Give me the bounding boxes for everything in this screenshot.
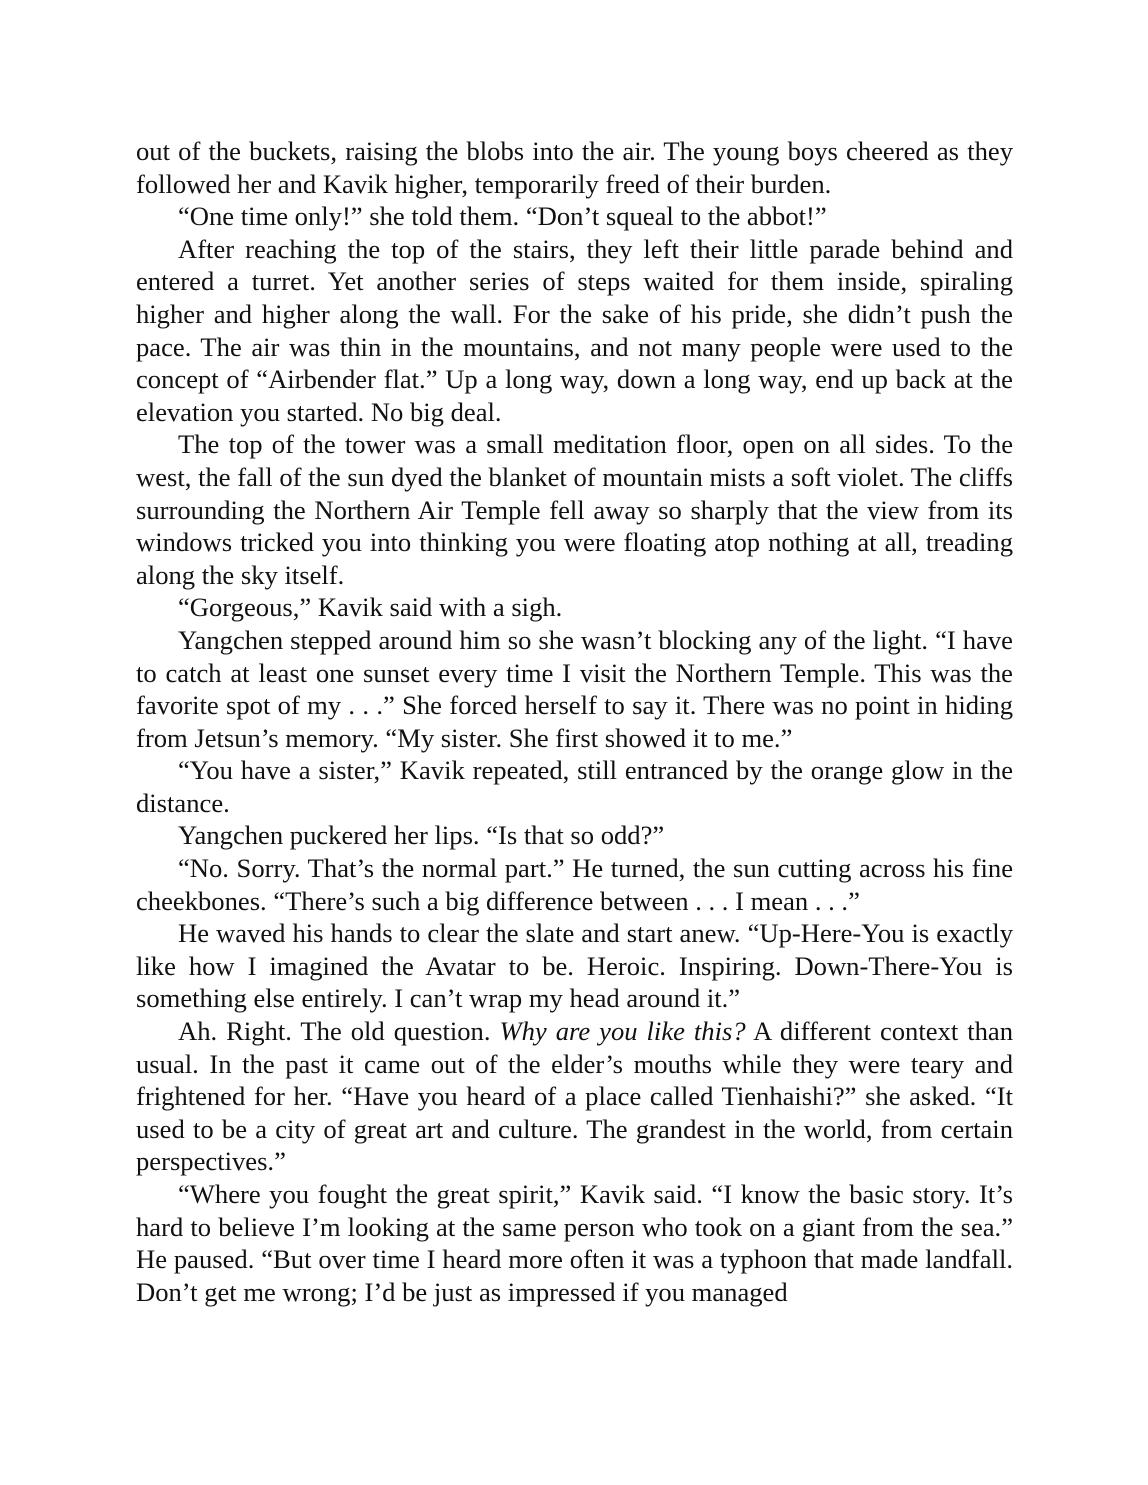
paragraph: The top of the tower was a small meditation floor, open on all sides. To the west, the fall of the sun dyed the blanket of mountain mists a soft violet. The cliffs surrounding the Northern Air Temple fell away so sharply that the view from its windows tricked you into thinking you were floating atop nothing at all, treading along the sky itself. [136,429,1013,590]
paragraph-text-after-italic: A different context than usual. In the past it came out of the elder’s mouths while they were teary and frightened for her. “Have you heard of a place called Tienhaishi?” she asked. “It used to be a city of great art and culture. The grandest in the world, from certain perspectives.” [136,1016,1014,1177]
paragraph: After reaching the top of the stairs, they left their little parade behind and entered a turret. Yet another series of steps waited for them inside, spiraling higher and higher along the wall. For the sake of his pride, she didn’t push the pace. The air was thin in the mountains, and not many people were used to the concept of “Airbender flat.” Up a long way, down a long way, end up back at the elevation you started. No big deal. [136,233,1013,427]
paragraph-text-before-italic: Ah. Right. The old question. [178,1016,500,1047]
book-page-text [136,135,1013,1308]
paragraph: Yangchen puckered her lips. “Is that so odd?” [178,820,665,851]
paragraph: He waved his hands to clear the slate and start anew. “Up-Here-You is exactly like how I imagined the Avatar to be. Heroic. Inspiring. Down-There-You is something else entirely. I can’t wrap my head around it.” [136,918,1013,1014]
paragraph: Yangchen stepped around him so she wasn’t blocking any of the light. “I have to catch at least one sunset every time I visit the Northern Temple. This was the favorite spot of my . . .” She forced herself to say it. There was no point in hiding from Jetsun’s memory. “My sister. She first showed it to me.” [136,624,1013,753]
paragraph: “Where you fought the great spirit,” Kavik said. “I know the basic story. It’s hard to believe I’m looking at the same person who took on a giant from the sea.” He paused. “But over time I heard more often it was a typhoon that made landfall. Don’t get me wrong; I’d be just as impressed if you managed [136,1179,1013,1307]
paragraph-italic-phrase: Why are you like this? [499,1016,746,1047]
paragraph-with-italic [136,1015,1013,1178]
paragraph-continued: out of the buckets, raising the blobs into the air. The young boys cheered as they followed her and Kavik higher, temporarily freed of their burden. [136,136,1013,199]
paragraph: “Gorgeous,” Kavik said with a sigh. [178,592,563,623]
paragraph: “No. Sorry. That’s the normal part.” He turned, the sun cutting across his fine cheekbones. “There’s such a big difference between . . . I mean . . .” [136,853,1013,916]
paragraph: “One time only!” she told them. “Don’t squeal to the abbot!” [178,201,827,232]
paragraph: “You have a sister,” Kavik repeated, still entranced by the orange glow in the distance. [136,755,1013,818]
